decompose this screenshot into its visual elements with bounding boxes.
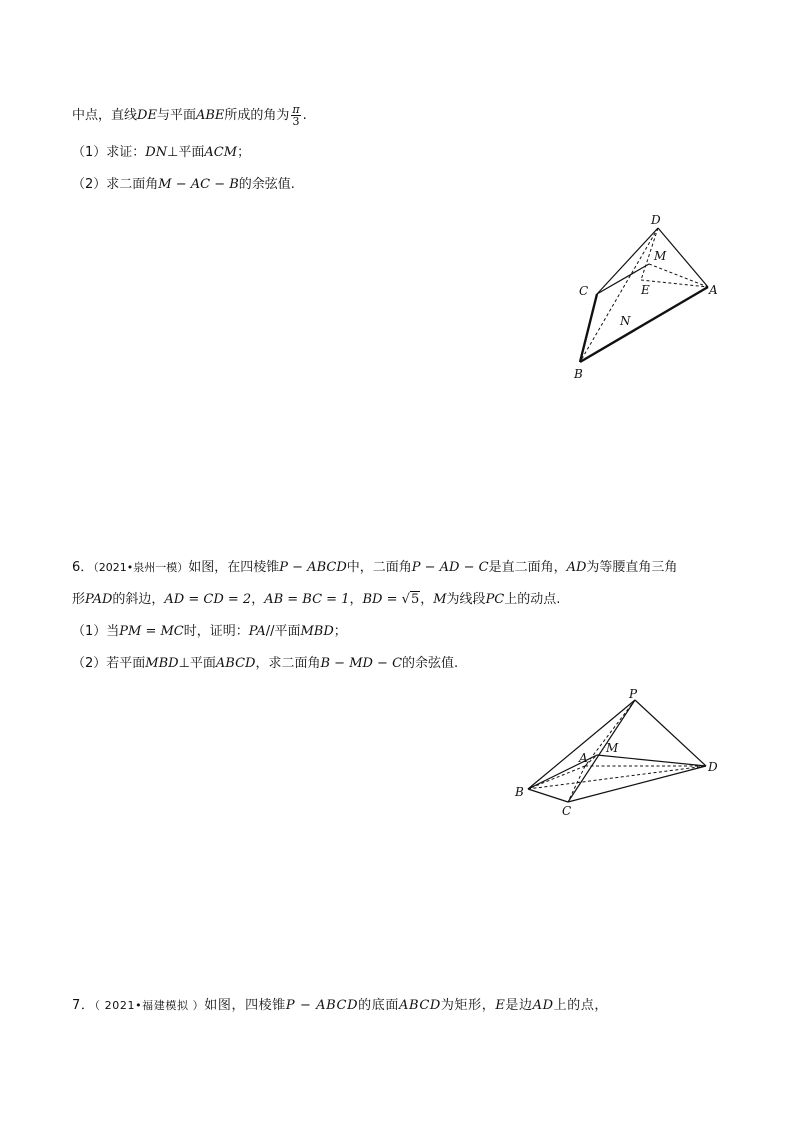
text: 为等腰直角三角 bbox=[586, 560, 678, 575]
text: ， bbox=[420, 592, 434, 607]
text: ⊥平面 bbox=[178, 656, 216, 671]
math-var: AD bbox=[532, 998, 554, 1013]
math-expr: AD = CD = 2 bbox=[164, 592, 252, 607]
math-expr: M − AC − B bbox=[158, 177, 239, 192]
math-var: PA bbox=[248, 624, 266, 639]
text: ⊥平面 bbox=[167, 145, 205, 160]
text: ，求二面角 bbox=[255, 656, 321, 671]
fraction-numerator: π bbox=[292, 103, 300, 116]
question-number: 7． bbox=[72, 998, 95, 1013]
math-var: DE bbox=[137, 108, 157, 123]
question-source: （ 2021•福建模拟 ） bbox=[94, 999, 205, 1012]
math-var: M bbox=[433, 592, 447, 607]
math-expr: PM = MC bbox=[119, 624, 184, 639]
math-var: ABE bbox=[195, 108, 225, 123]
question-number: 6． bbox=[72, 560, 94, 575]
text: （2）若平面 bbox=[72, 656, 146, 671]
edge-AC bbox=[568, 766, 585, 802]
text: 的斜边， bbox=[112, 592, 165, 607]
math-var: PAD bbox=[85, 592, 113, 607]
text: 为线段 bbox=[446, 592, 486, 607]
text: 的余弦值. bbox=[238, 177, 295, 192]
text: 中，二面角 bbox=[346, 560, 412, 575]
text: （2）求二面角 bbox=[72, 177, 159, 192]
q7-line1 bbox=[72, 996, 608, 1016]
label-B: B bbox=[515, 785, 524, 799]
text: //平面 bbox=[265, 624, 301, 639]
text: ， bbox=[349, 592, 363, 607]
label-M: M bbox=[606, 741, 619, 755]
math-var: MBD bbox=[300, 624, 334, 639]
text: 中点，直线 bbox=[72, 108, 138, 123]
math-expr: BD = bbox=[362, 592, 402, 607]
text: 与平面 bbox=[156, 108, 196, 123]
math-var: DN bbox=[145, 145, 168, 160]
math-expr: P − ABCD bbox=[285, 998, 359, 1013]
text: 所成的角为 bbox=[224, 108, 290, 123]
label-P: P bbox=[629, 687, 638, 701]
fraction-denominator: 3 bbox=[292, 115, 300, 128]
text: ； bbox=[333, 624, 347, 639]
math-var: MBD bbox=[145, 656, 179, 671]
edge-MD bbox=[597, 755, 706, 766]
text: 是直二面角， bbox=[488, 560, 567, 575]
text: 时，证明： bbox=[183, 624, 249, 639]
text: ， bbox=[251, 592, 265, 607]
text: 是边 bbox=[505, 998, 533, 1013]
math-var: ACM bbox=[204, 145, 238, 160]
label-D: D bbox=[708, 760, 718, 774]
math-var: ABCD bbox=[215, 656, 256, 671]
text: 的底面 bbox=[358, 998, 399, 1013]
math-var: ABCD bbox=[398, 998, 441, 1013]
label-A: A bbox=[709, 283, 718, 297]
label-D: D bbox=[651, 213, 661, 227]
math-var: PC bbox=[485, 592, 505, 607]
text: （1）求证： bbox=[72, 145, 146, 160]
math-expr: P − AD − C bbox=[411, 560, 489, 575]
math-expr: AB = BC = 1 bbox=[264, 592, 350, 607]
edge-BC bbox=[528, 789, 568, 802]
sqrt-expr: √5 bbox=[401, 592, 420, 607]
label-C: C bbox=[579, 284, 589, 298]
math-var: E bbox=[495, 998, 506, 1013]
label-A: A bbox=[579, 751, 588, 765]
text: 如图，在四棱锥 bbox=[188, 560, 280, 575]
text: 如图，四棱锥 bbox=[204, 998, 286, 1013]
text: （1）当 bbox=[72, 624, 120, 639]
text: 上的动点. bbox=[504, 592, 561, 607]
text: ； bbox=[237, 145, 251, 160]
text: 的余弦值. bbox=[402, 656, 459, 671]
sqrt-radicand: 5 bbox=[410, 592, 420, 607]
edge-BD bbox=[528, 766, 706, 789]
math-expr: P − ABCD bbox=[279, 560, 347, 575]
label-M: M bbox=[654, 249, 667, 263]
label-C: C bbox=[562, 804, 572, 818]
question-source: （2021•泉州一模） bbox=[93, 561, 189, 574]
math-expr: B − MD − C bbox=[320, 656, 403, 671]
edge-PD bbox=[635, 700, 706, 766]
label-N: N bbox=[620, 314, 631, 328]
text: 为矩形， bbox=[440, 998, 496, 1013]
text: 形 bbox=[72, 592, 86, 607]
label-B: B bbox=[574, 367, 583, 381]
text: . bbox=[302, 108, 307, 123]
text: 上的点， bbox=[553, 998, 609, 1013]
math-var: AD bbox=[566, 560, 587, 575]
edge-PB bbox=[528, 700, 635, 789]
label-E: E bbox=[641, 283, 650, 297]
